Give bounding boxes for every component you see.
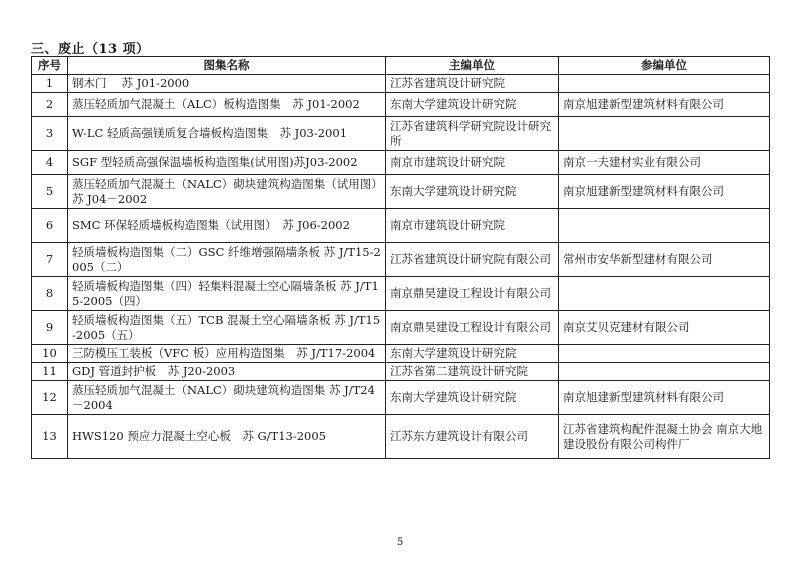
table-row [32, 209, 770, 243]
table-row [32, 415, 770, 459]
table-row [32, 243, 770, 277]
cell-participant: 南京一夫建材实业有限公司 [559, 151, 770, 175]
table-row [32, 175, 770, 209]
cell-participant: 南京艾贝克建材有限公司 [559, 311, 770, 345]
cell-participant [559, 75, 770, 93]
cell-chief: 东南大学建筑设计研究院 [386, 175, 559, 209]
cell-no: 2 [32, 93, 68, 117]
cell-name: 蒸压轻质加气混凝土（NALC）砌块建筑构造图集（试用图）苏 J04－2002 [68, 175, 386, 209]
table-header-row [32, 57, 770, 75]
cell-participant: 江苏省建筑构配件混凝土协会 南京大地建设股份有限公司构件厂 [559, 415, 770, 459]
cell-participant [559, 117, 770, 151]
cell-no: 10 [32, 345, 68, 363]
abolished-atlas-table [31, 56, 770, 459]
cell-chief: 南京鼎昊建设工程设计有限公司 [386, 311, 559, 345]
table-row [32, 381, 770, 415]
cell-name: W-LC 轻质高强镁质复合墙板构造图集 苏 J03-2001 [68, 117, 386, 151]
cell-name: 三防模压工装板（VFC 板）应用构造图集 苏 J/T17-2004 [68, 345, 386, 363]
table-row [32, 345, 770, 363]
cell-chief: 江苏省第二建筑设计研究院 [386, 363, 559, 381]
table-row [32, 311, 770, 345]
cell-no: 8 [32, 277, 68, 311]
cell-name: GDJ 管道封护板 苏 J20-2003 [68, 363, 386, 381]
page-number: 5 [396, 537, 404, 548]
cell-name: SGF 型轻质高强保温墙板构造图集(试用图)苏J03-2002 [68, 151, 386, 175]
cell-name: 轻质墙板构造图集（四）轻集料混凝土空心隔墙条板 苏 J/T15-2005（四） [68, 277, 386, 311]
cell-no: 11 [32, 363, 68, 381]
table-row [32, 75, 770, 93]
cell-name: 钢木门 苏 J01-2000 [68, 75, 386, 93]
table-row [32, 277, 770, 311]
cell-chief: 东南大学建筑设计研究院 [386, 345, 559, 363]
cell-participant [559, 345, 770, 363]
cell-name: 轻质墙板构造图集（二）GSC 纤维增强隔墙条板 苏 J/T15-2005（二） [68, 243, 386, 277]
table-row [32, 151, 770, 175]
cell-no: 3 [32, 117, 68, 151]
cell-name: 蒸压轻质加气混凝土（NALC）砌块建筑构造图集 苏 J/T24－2004 [68, 381, 386, 415]
column-header-name: 图集名称 [68, 57, 386, 75]
cell-participant [559, 209, 770, 243]
cell-no: 12 [32, 381, 68, 415]
table-row [32, 93, 770, 117]
column-header-participant: 参编单位 [559, 57, 770, 75]
cell-chief: 东南大学建筑设计研究院 [386, 381, 559, 415]
cell-participant: 南京旭建新型建筑材料有限公司 [559, 93, 770, 117]
cell-chief: 江苏省建筑科学研究院设计研究所 [386, 117, 559, 151]
cell-no: 9 [32, 311, 68, 345]
cell-participant: 南京旭建新型建筑材料有限公司 [559, 175, 770, 209]
cell-chief: 南京市建筑设计研究院 [386, 151, 559, 175]
section-title: 三、废止（13 项） [31, 42, 150, 57]
cell-no: 13 [32, 415, 68, 459]
cell-chief: 江苏省建筑设计研究院有限公司 [386, 243, 559, 277]
table-row [32, 363, 770, 381]
cell-chief: 南京市建筑设计研究院 [386, 209, 559, 243]
cell-no: 6 [32, 209, 68, 243]
cell-chief: 江苏省建筑设计研究院 [386, 75, 559, 93]
cell-participant: 常州市安华新型建材有限公司 [559, 243, 770, 277]
cell-no: 4 [32, 151, 68, 175]
cell-name: 蒸压轻质加气混凝土（ALC）板构造图集 苏 J01-2002 [68, 93, 386, 117]
column-header-no: 序号 [32, 57, 68, 75]
cell-no: 1 [32, 75, 68, 93]
cell-participant: 南京旭建新型建筑材料有限公司 [559, 381, 770, 415]
cell-participant [559, 363, 770, 381]
cell-name: SMC 环保轻质墙板构造图集（试用图） 苏 J06-2002 [68, 209, 386, 243]
cell-chief: 江苏东方建筑设计有限公司 [386, 415, 559, 459]
cell-participant [559, 277, 770, 311]
cell-name: HWS120 预应力混凝土空心板 苏 G/T13-2005 [68, 415, 386, 459]
column-header-chief: 主编单位 [386, 57, 559, 75]
cell-no: 7 [32, 243, 68, 277]
cell-name: 轻质墙板构造图集（五）TCB 混凝土空心隔墙条板 苏 J/T15-2005（五） [68, 311, 386, 345]
cell-no: 5 [32, 175, 68, 209]
table-row [32, 117, 770, 151]
cell-chief: 东南大学建筑设计研究院 [386, 93, 559, 117]
cell-chief: 南京鼎昊建设工程设计有限公司 [386, 277, 559, 311]
